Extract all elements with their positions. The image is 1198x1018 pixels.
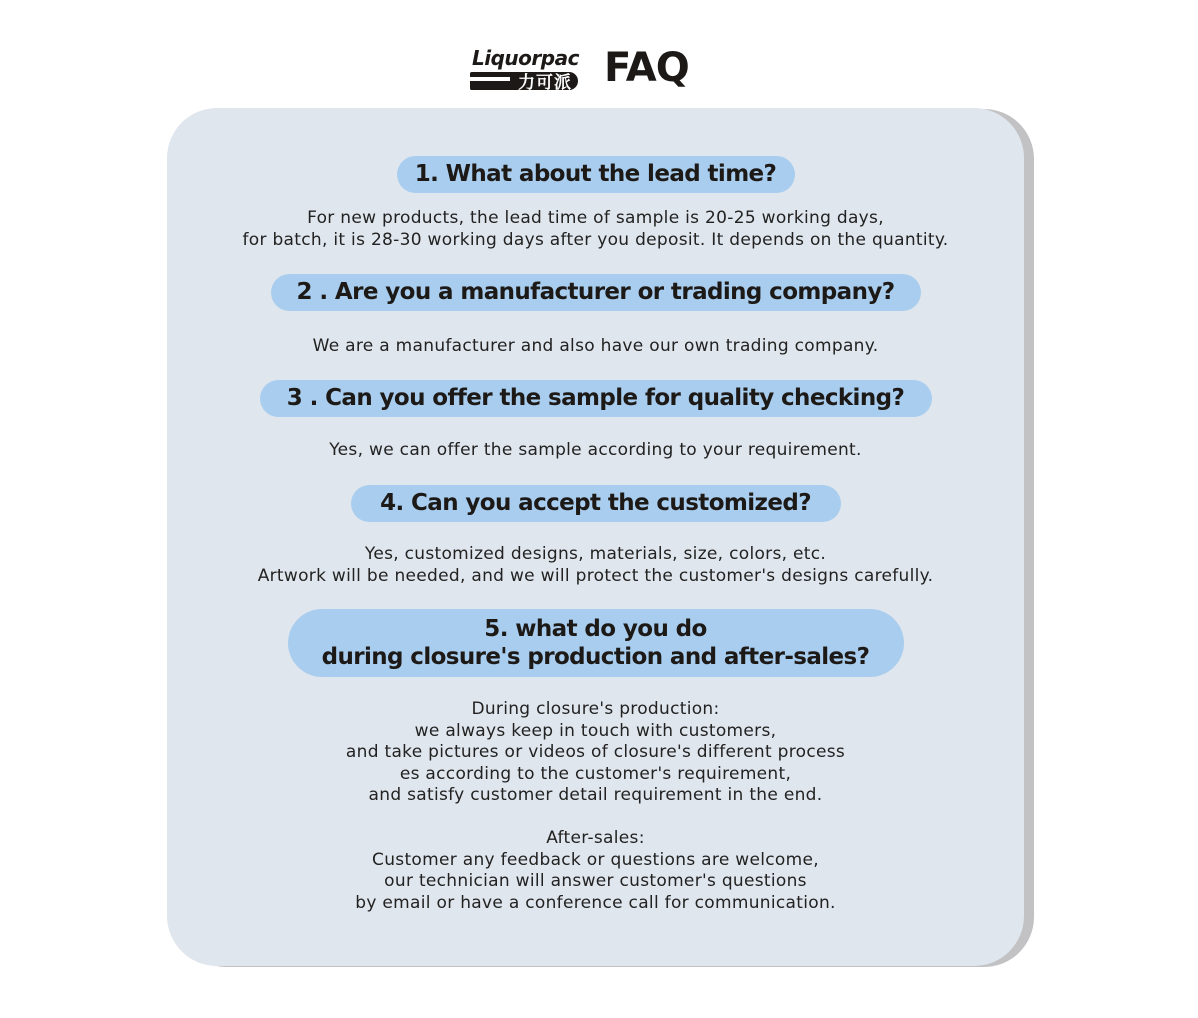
question-pill: 1. What about the lead time? [397,156,795,193]
answer-line: For new products, the lead time of sample is 20-25 working days, [307,208,884,228]
answer-text [167,336,1024,358]
answer-line: We are a manufacturer and also have our own trading company. [312,336,879,356]
faq-card [167,108,1024,966]
answer-line: Artwork will be needed, and we will protect the customer's designs carefully. [257,565,934,586]
logo-wordmark: Liquorpac [472,46,579,70]
answer-line [167,807,1024,829]
faq-item-2 [167,274,1024,358]
question-line: 5. what do you do [484,616,707,642]
question-pill: 4. Can you accept the customized? [351,485,841,522]
answer-line: es according to the customer's requirement, [399,763,792,784]
answer-line: we always keep in touch with customers, [414,720,777,741]
logo-notch [470,77,510,81]
faq-item-1 [167,156,1024,251]
answer-text [167,699,1024,914]
answer-line: and satisfy customer detail requirement in the end. [368,785,823,805]
question-pill: 3 . Can you offer the sample for quality checking? [260,380,932,417]
page-title: FAQ [604,45,689,91]
answer-text [167,208,1024,251]
answer-line: After-sales: [546,828,645,848]
answer-line: Yes, we can offer the sample according to your requirement. [329,440,862,460]
answer-line: Yes, customized designs, materials, size, colors, etc. [364,544,827,564]
answer-line: by email or have a conference call for communication. [355,892,836,913]
answer-line: for batch, it is 28-30 working days after you deposit. It depends on the quantity. [242,229,949,250]
question-line: during closure's production and after-sales? [321,644,870,670]
faq-item-3 [167,380,1024,462]
faq-item-5 [167,609,1024,914]
answer-text [167,440,1024,462]
logo-chinese-text: 力可派 [518,73,572,93]
question-pill: 2 . Are you a manufacturer or trading company? [271,274,921,311]
answer-line: Customer any feedback or questions are welcome, [372,849,819,870]
answer-text [167,544,1024,587]
header [0,40,1198,100]
liquorpac-logo [470,46,580,92]
answer-line: and take pictures or videos of closure's different process [345,742,846,762]
answer-line: During closure's production: [471,699,720,719]
question-pill [288,609,904,677]
answer-line: our technician will answer customer's questions [384,871,807,891]
faq-item-4 [167,485,1024,587]
